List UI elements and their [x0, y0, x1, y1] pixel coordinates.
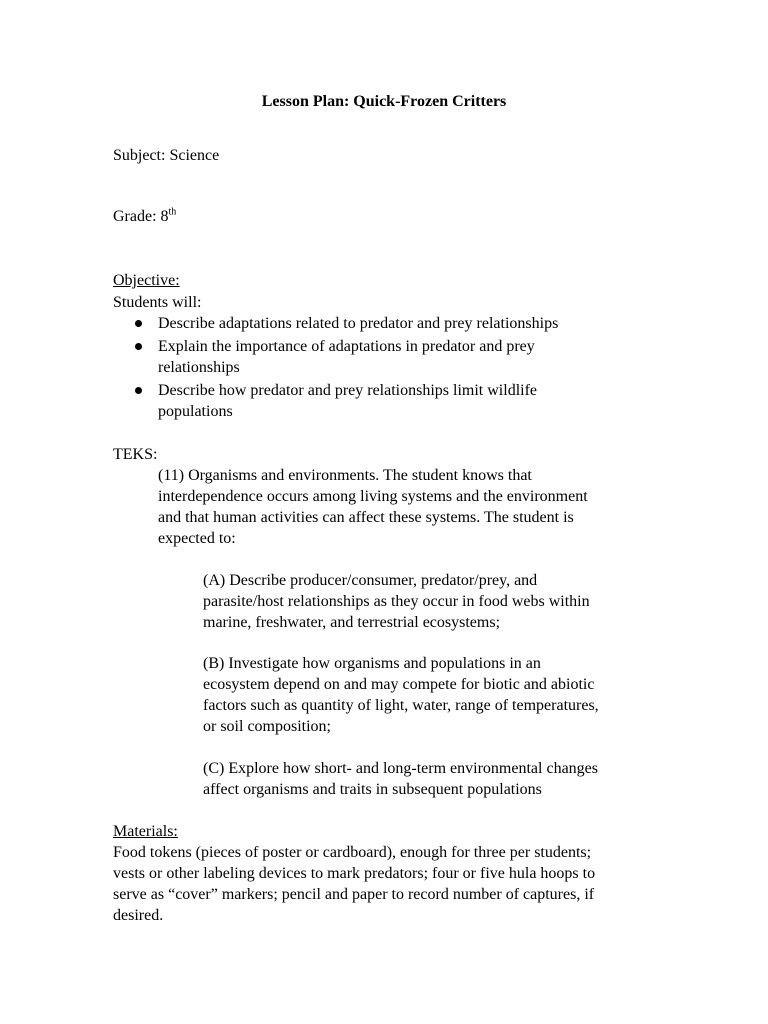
bullet-icon: [135, 320, 142, 327]
bullet-icon: [135, 343, 142, 350]
document-title: Lesson Plan: Quick-Frozen Critters: [261, 93, 507, 110]
objective-bullet-3-line-2: populations: [158, 403, 233, 420]
objective-heading: Objective:: [113, 272, 180, 289]
subject-line: Subject: Science: [113, 147, 220, 164]
teks-standard-line-4: expected to:: [158, 530, 236, 547]
teks-heading: TEKS:: [113, 446, 158, 463]
objective-bullet-2-line-1: Explain the importance of adaptations in predator and prey: [158, 338, 535, 355]
bullet-icon: [135, 387, 142, 394]
teks-item-a-line-2: parasite/host relationships as they occur in food webs within: [203, 593, 590, 610]
materials-line-1: Food tokens (pieces of poster or cardboard), enough for three per students;: [113, 844, 592, 861]
teks-item-a-line-3: marine, freshwater, and terrestrial ecosystems;: [203, 614, 501, 631]
objective-bullet-3-line-1: Describe how predator and prey relationships limit wildlife: [158, 382, 538, 399]
teks-item-b-line-4: or soil composition;: [203, 718, 331, 735]
teks-item-c-line-2: affect organisms and traits in subsequent populations: [203, 781, 542, 798]
grade-line: [113, 206, 176, 227]
teks-item-b-line-1: (B) Investigate how organisms and populations in an: [203, 655, 541, 672]
objective-bullet-2-line-2: relationships: [158, 359, 240, 376]
materials-heading: Materials:: [113, 823, 178, 840]
objective-intro: Students will:: [113, 294, 202, 311]
grade-superscript: th: [168, 206, 177, 218]
teks-standard-line-3: and that human activities can affect these systems. The student is: [158, 509, 574, 526]
materials-line-2: vests or other labeling devices to mark predators; four or five hula hoops to: [113, 865, 596, 882]
objective-bullet-1: Describe adaptations related to predator and prey relationships: [158, 315, 559, 332]
materials-line-3: serve as “cover” markers; pencil and paper to record number of captures, if: [113, 886, 595, 903]
teks-item-a-line-1: (A) Describe producer/consumer, predator/prey, and: [203, 572, 538, 589]
teks-standard-line-2: interdependence occurs among living systems and the environment: [158, 488, 588, 505]
teks-standard-line-1: (11) Organisms and environments. The student knows that: [158, 467, 532, 484]
teks-item-b-line-2: ecosystem depend on and may compete for biotic and abiotic: [203, 676, 595, 693]
grade-label: Grade: 8: [113, 208, 169, 225]
materials-line-4: desired.: [113, 907, 164, 924]
teks-item-c-line-1: (C) Explore how short- and long-term environmental changes: [203, 760, 598, 777]
teks-item-b-line-3: factors such as quantity of light, water, range of temperatures,: [203, 697, 599, 714]
